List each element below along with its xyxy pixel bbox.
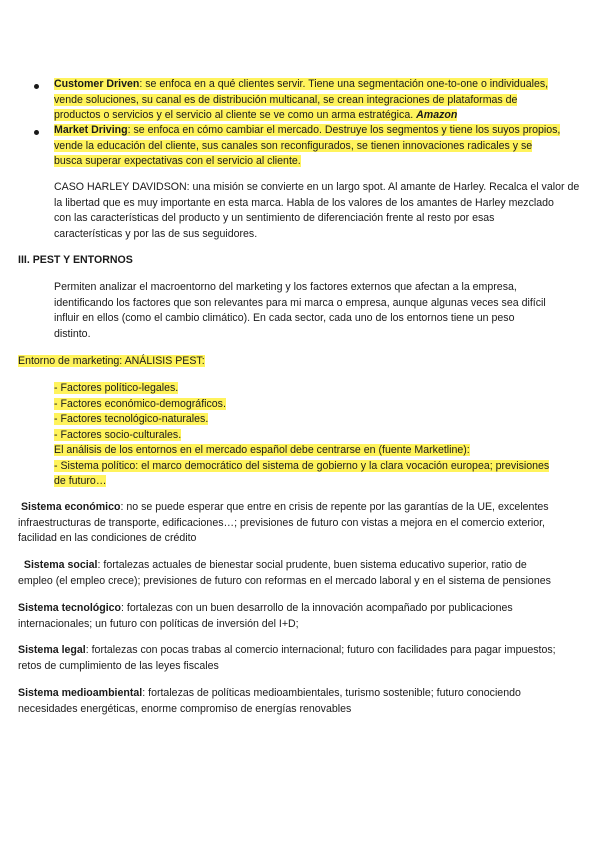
political-system-line1: - Sistema político: el marco democrático del sistema de gobierno y la clara vocación europea; previsiones [54,459,550,472]
example-amazon: Amazon [416,109,458,121]
bullet-customer-driven: Customer Driven: se enfoca en a qué clientes servir. Tiene una segmentación one-to-one o individuales, vende soluciones, su canal es de distribución multicanal, se crean integraciones de plataformas de productos o servicios y el servicio al cliente se ve como un arma estratégica. Amazon [54,78,549,121]
bullet-dot [34,130,39,135]
pest-intro-paragraph: Permiten analizar el macroentorno del marketing y los factores externos que afectan a la empresa, identificando los factores que son relevantes para mi marca o empresa, aunque algunas veces sea difícil influir en ellos (como el cambio climático). En cada sector, cada uno de los entornos tiene un peso distinto. [54,281,546,340]
system-economic: Sistema económico: no se puede esperar que entre en crisis de repente por las garantías de la UE, excelentes infraestructuras de transporte, edificaciones…; previsiones de futuro con vistas a mejora en el comercio exterior, facilidad en las condiciones de crédito [18,501,549,544]
pest-label: Entorno de marketing: ANÁLISIS PEST: [18,355,205,367]
system-title: Sistema económico [20,501,121,513]
system-title: Sistema social [23,559,98,571]
factor-item: - Factores socio-culturales. [54,428,182,441]
term-market-driving: Market Driving [54,124,128,136]
system-legal: Sistema legal: fortalezas con pocas trabas al comercio internacional; futuro con facilidades para pagar impuestos; retos de cumplimiento de las leyes fiscales [18,644,556,672]
system-title: Sistema tecnológico [18,602,122,614]
term-customer-driven: Customer Driven [54,78,140,90]
factor-item: - Factores político-legales. [54,382,179,394]
factor-item: - Factores económico-demográficos. [54,397,226,410]
bullet-market-driving: Market Driving: se enfoca en cómo cambiar el mercado. Destruye los segmentos y tiene los suyos propios, vende la educación del cliente, sus canales son reconfigurados, se tienen innovaciones radicales y se busca superar expectativas con el servicio al cliente. [54,124,561,167]
system-title: Sistema legal [18,644,86,656]
system-social: Sistema social: fortalezas actuales de bienestar social prudente, buen sistema educativo superior, ratio de empleo (el empleo crece); previsiones de futuro con reformas en el mercado laboral y en el sistema de pensiones [18,559,551,587]
political-system-line2: de futuro… [54,475,107,487]
system-technological: Sistema tecnológico: fortalezas con un buen desarrollo de la innovación acompañado por publicaciones internacionales; un futuro con políticas de inversión del I+D; [18,602,513,630]
factor-item: - Factores tecnológico-naturales. [54,413,209,425]
system-environmental: Sistema medioambiental: fortalezas de políticas medioambientales, turismo sostenible; futuro conociendo necesidades energéticas, enorme compromiso de energías renovables [18,687,521,715]
case-harley-paragraph: CASO HARLEY DAVIDSON: una misión se convierte en un largo spot. Al amante de Harley. Recalca el valor de la libertad que es muy importante en esta marca. Habla de los valores de los amantes de Harley mezclado con las características del producto y un sentimiento de diferenciación frente al resto por esas características y por las de sus seguidores. [54,181,580,240]
section-heading: III. PEST Y ENTORNOS [18,254,133,266]
analysis-note: El análisis de los entornos en el mercado español debe centrarse en (fuente Marketline): [54,444,470,456]
bullet-dot [34,84,39,89]
system-title: Sistema medioambiental [18,687,143,699]
pest-factors-list [54,381,594,490]
